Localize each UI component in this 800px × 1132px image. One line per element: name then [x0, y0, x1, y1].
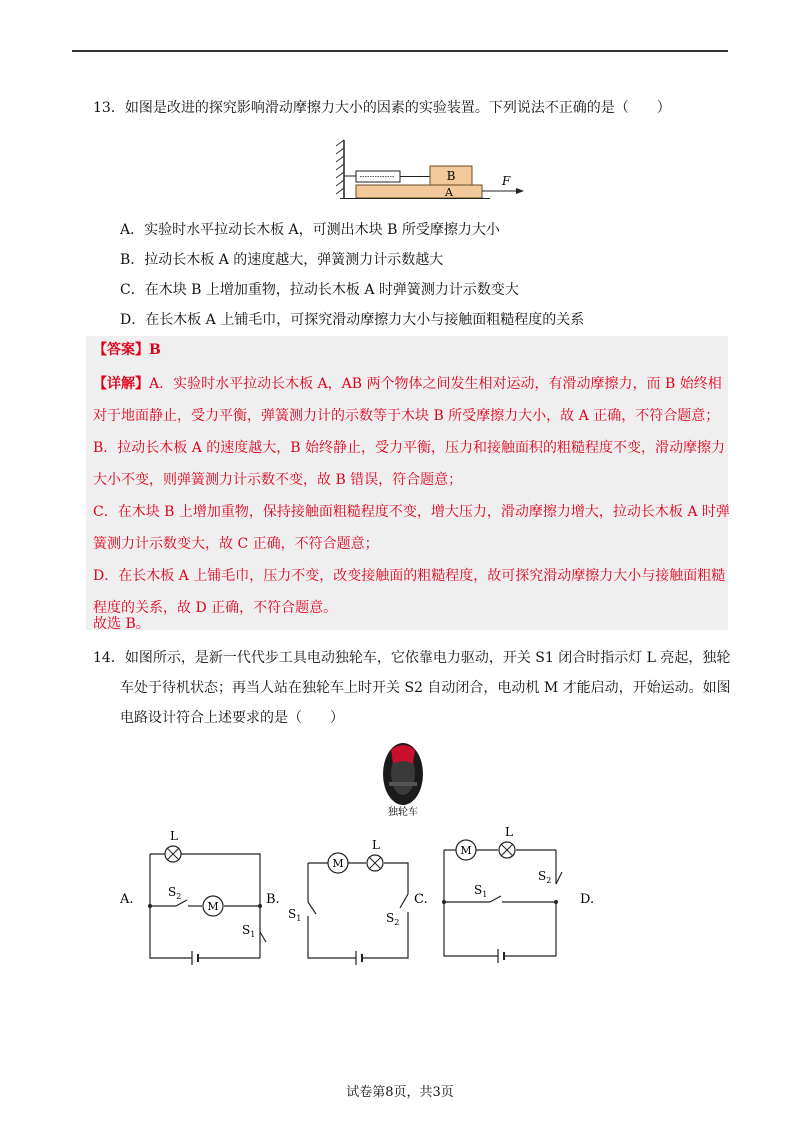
svg-text:S2: $S_2$: [386, 911, 400, 927]
q13-friction-apparatus: [330, 138, 530, 200]
detail-line-1: 【详解】A．实验时水平拉动长木板 A，AB 两个物体之间发生相对运动，有滑动摩擦力，而 B 始终相: [93, 376, 722, 392]
option-a-label: A.: [120, 892, 134, 907]
detail-line-4: 大小不变，则弹簧测力计示数不变，故 B 错误，符合题意；: [93, 472, 463, 488]
q14-stem-line-2: 车处于待机状态；再当人站在独轮车上时开关 S2 自动闭合，电动机 M 才能启动，开始运动。如图: [120, 680, 731, 696]
detail-line-2: 对于地面静止，受力平衡，弹簧测力计的示数等于木块 B 所受摩擦力大小，故 A 正确，不符合题意；: [93, 408, 720, 424]
q13-option-a: A．实验时水平拉动长木板 A，可测出木块 B 所受摩擦力大小: [120, 222, 500, 238]
svg-text:L: L: [505, 825, 513, 839]
circuit-b: [266, 830, 426, 970]
q13-option-b: B．拉动长木板 A 的速度越大，弹簧测力计示数越大: [120, 252, 444, 268]
circuit-a: [118, 830, 278, 970]
option-b-label: B.: [266, 892, 280, 907]
detail-line-3: B．拉动长木板 A 的速度越大，B 始终静止，受力平衡，压力和接触面积的粗糙程度不变，滑动摩擦力: [93, 440, 726, 456]
detail-line-7: D．在长木板 A 上铺毛巾，压力不变，改变接触面的粗糙程度，故可探究滑动摩擦力大小与接触面粗糙: [93, 568, 726, 584]
answer-label: 【答案】: [93, 342, 149, 358]
q14-stem-line-1: 14．如图所示，是新一代代步工具电动独轮车，它依靠电力驱动，开关 S1 闭合时指示灯 L 亮起，独轮: [93, 650, 731, 666]
unicycle-caption: 独轮车: [388, 807, 418, 818]
q14-stem-line-3: 电路设计符合上述要求的是（ ）: [120, 710, 344, 726]
answer-line: [93, 340, 161, 360]
detail-line-6: 簧测力计示数变大，故 C 正确，不符合题意；: [93, 536, 379, 552]
detail-line-9: 故选 B。: [93, 616, 150, 632]
svg-text:S2: $S_2$: [168, 885, 182, 901]
svg-text:M: M: [207, 900, 219, 913]
header-rule: [72, 50, 728, 52]
force-label: F: [502, 174, 511, 188]
svg-text:S2: $S_2$: [538, 869, 552, 885]
svg-text:L: L: [372, 838, 380, 852]
svg-text:S1: $S_1$: [288, 907, 302, 923]
svg-text:M: M: [332, 857, 344, 870]
svg-text:L: L: [170, 830, 178, 843]
q13-stem: 13．如图是改进的探究影响滑动摩擦力大小的因素的实验装置。下列说法不正确的是（ ）: [93, 100, 671, 116]
board-a-label: A: [445, 186, 453, 199]
svg-text:S1: $S_1$: [474, 883, 488, 899]
q13-option-d: D．在长木板 A 上铺毛巾，可探究滑动摩擦力大小与接触面粗糙程度的关系: [120, 312, 585, 328]
detail-label: 【详解】: [93, 376, 149, 392]
option-c-label: C.: [414, 892, 428, 907]
svg-text:M: M: [460, 844, 472, 857]
q13-option-c: C．在木块 B 上增加重物，拉动长木板 A 时弹簧测力计示数变大: [120, 282, 519, 298]
answer-value: B: [149, 342, 161, 358]
svg-text:S1: $S_1$: [242, 923, 256, 939]
page-footer: 试卷第8页，共3页: [346, 1085, 454, 1100]
detail-line-8: 程度的关系，故 D 正确，不符合题意。: [93, 600, 338, 616]
block-b-label: B: [446, 169, 456, 183]
circuit-c: [414, 822, 604, 968]
detail-line-5: C．在木块 B 上增加重物，保持接触面粗糙程度不变，增大压力，滑动摩擦力增大，拉动长木板 A 时弹: [93, 504, 730, 520]
board-a: [356, 185, 482, 198]
unicycle-photo: [378, 738, 428, 818]
option-d-label: D.: [580, 892, 595, 907]
